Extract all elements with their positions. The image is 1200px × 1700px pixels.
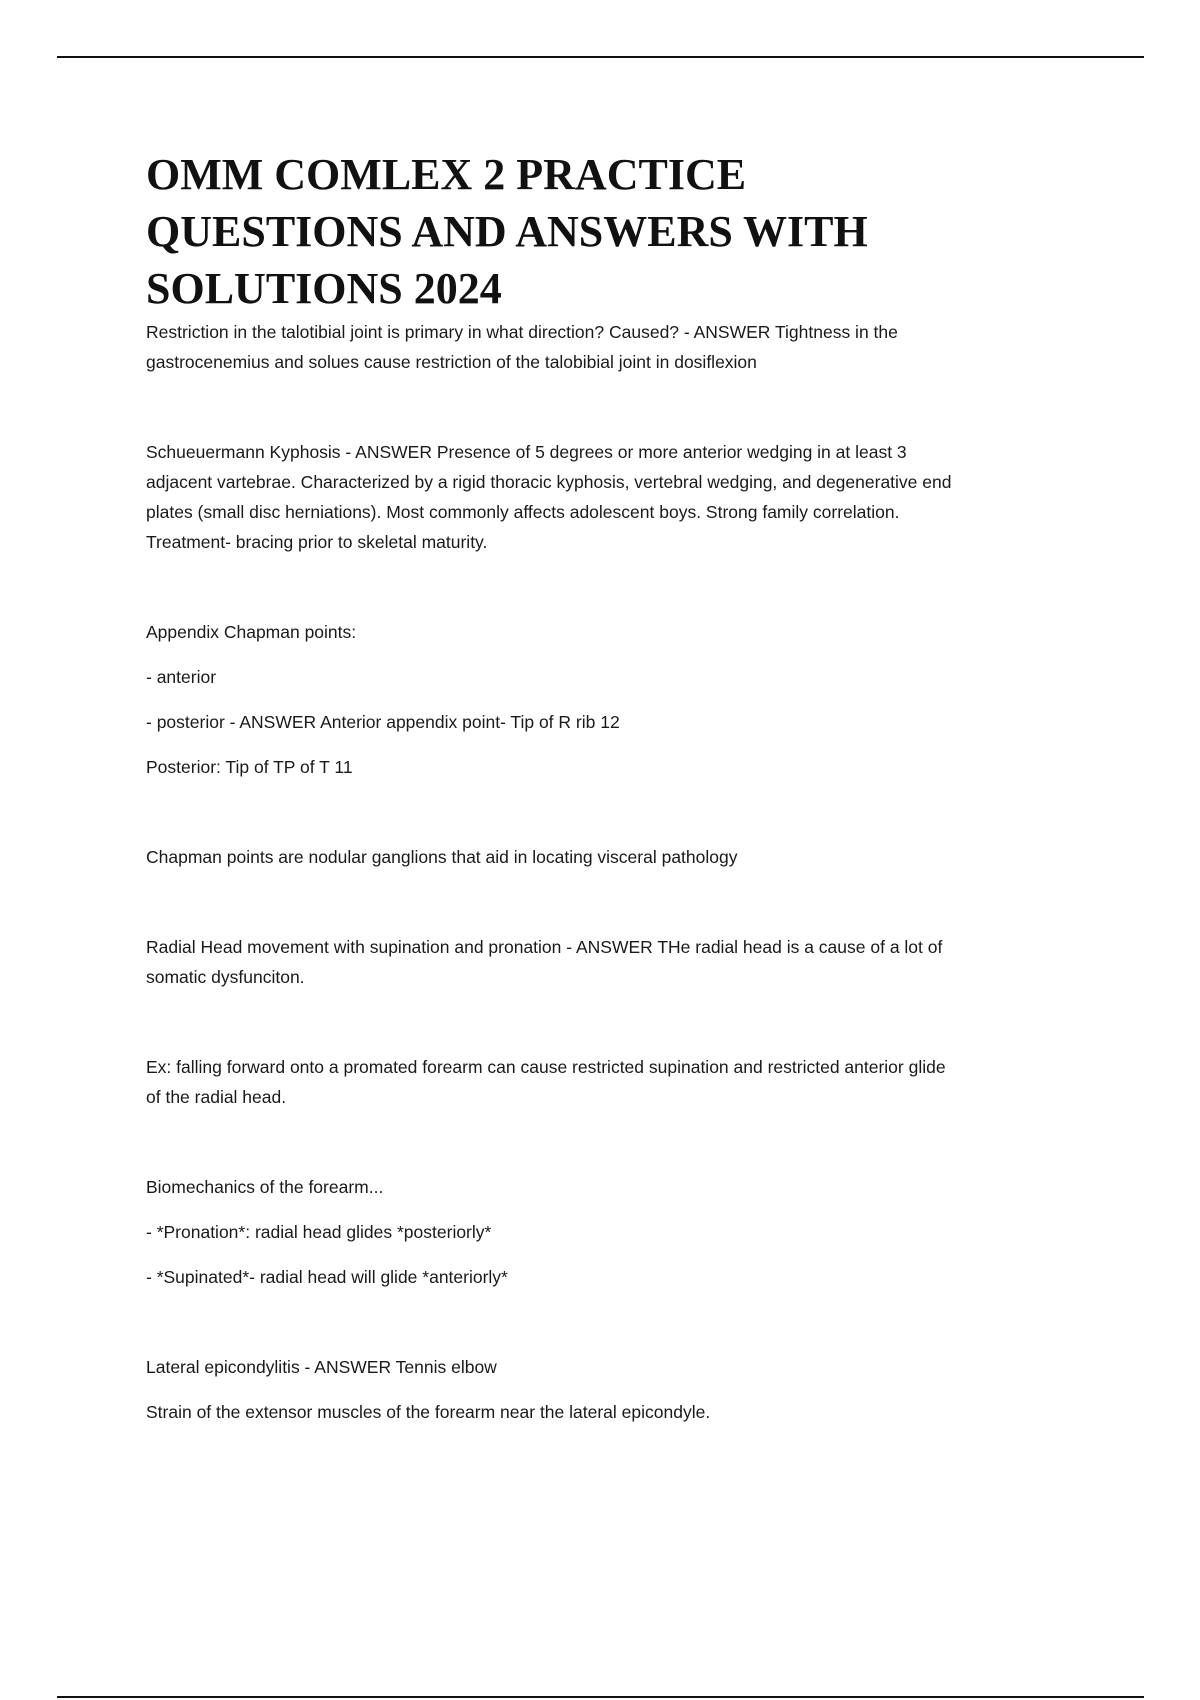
document-title [146, 146, 1096, 317]
text-line: Radial Head movement with supination and pronation - ANSWER THe radial head is a cause of a lot of [146, 937, 943, 957]
text-line: Ex: falling forward onto a promated forearm can cause restricted supination and restricted anterior glide [146, 1057, 946, 1077]
qa-entry-appendix-posterior: Posterior: Tip of TP of T 11 [146, 757, 353, 777]
qa-entry-forearm-supinated: - *Supinated*- radial head will glide *anteriorly* [146, 1267, 508, 1287]
text-line: somatic dysfunciton. [146, 967, 305, 987]
qa-entry-forearm-question: Biomechanics of the forearm... [146, 1177, 384, 1197]
qa-entry-scheuermann [146, 437, 1096, 557]
text-line: adjacent vartebrae. Characterized by a rigid thoracic kyphosis, vertebral wedging, and degenerative end [146, 472, 952, 492]
qa-entry-chapman-note [146, 842, 1096, 872]
text-line: of the radial head. [146, 1087, 287, 1107]
qa-entry-forearm-pronation: - *Pronation*: radial head glides *posteriorly* [146, 1222, 492, 1242]
qa-entry-epicondylitis-question: Lateral epicondylitis - ANSWER Tennis elbow [146, 1357, 497, 1377]
qa-entry-talotibial [146, 317, 1096, 377]
top-rule [57, 56, 1144, 58]
document-body [146, 146, 1096, 1427]
qa-entry-epicondylitis-detail: Strain of the extensor muscles of the forearm near the lateral epicondyle. [146, 1402, 711, 1422]
qa-entry-appendix-question: Appendix Chapman points: [146, 622, 357, 642]
title-line-2: QUESTIONS AND ANSWERS WITH [146, 207, 868, 256]
text-line: plates (small disc herniations). Most commonly affects adolescent boys. Strong family correlation. [146, 502, 900, 522]
qa-entry-radial-head [146, 932, 1096, 992]
text-line: Restriction in the talotibial joint is primary in what direction? Caused? - ANSWER Tightness in the [146, 322, 898, 342]
qa-entry-appendix-answer: - posterior - ANSWER Anterior appendix point- Tip of R rib 12 [146, 712, 620, 732]
text-line: Treatment- bracing prior to skeletal maturity. [146, 532, 488, 552]
text-line: Schueuermann Kyphosis - ANSWER Presence of 5 degrees or more anterior wedging in at least 3 [146, 442, 907, 462]
text-line: Chapman points are nodular ganglions that aid in locating visceral pathology [146, 847, 738, 867]
title-line-1: OMM COMLEX 2 PRACTICE [146, 150, 747, 199]
qa-entry-radial-example [146, 1052, 1096, 1112]
bottom-rule [57, 1696, 1144, 1698]
text-line: gastrocenemius and solues cause restriction of the talobibial joint in dosiflexion [146, 352, 757, 372]
title-line-3: SOLUTIONS 2024 [146, 264, 502, 313]
qa-entry-appendix-anterior: - anterior [146, 667, 217, 687]
